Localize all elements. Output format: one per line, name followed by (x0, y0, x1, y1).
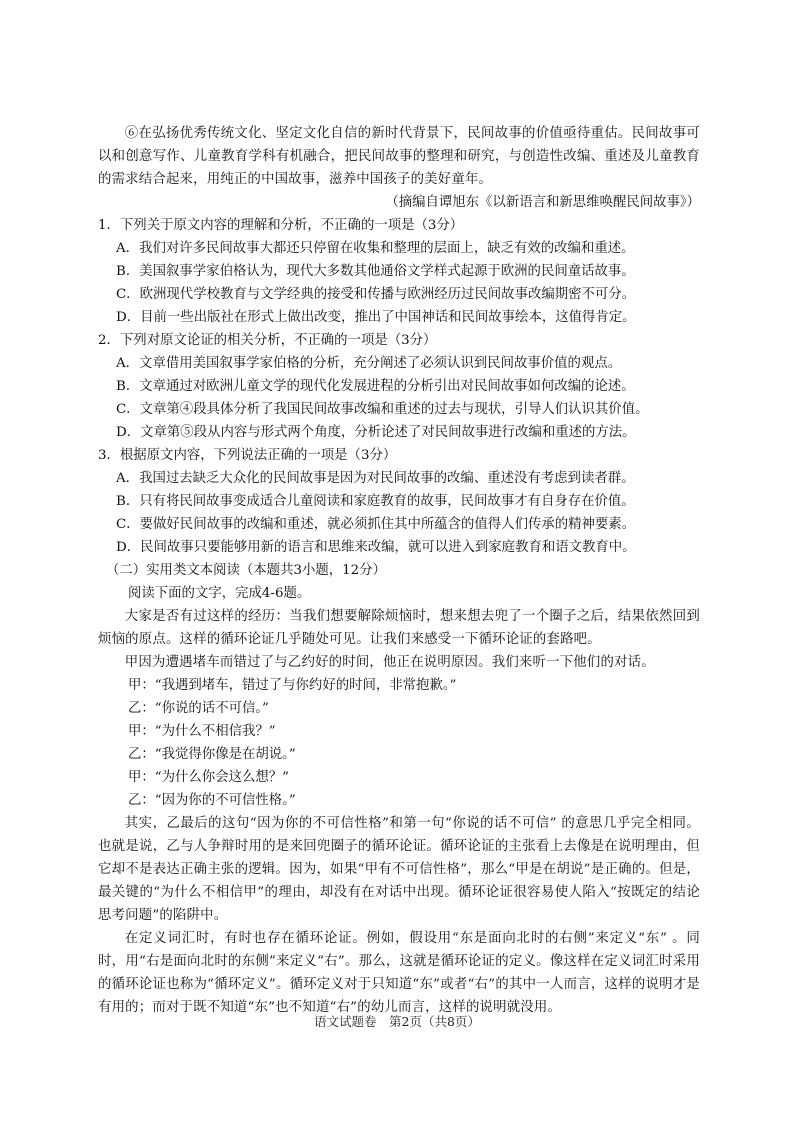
text-setup-paragraph: 甲因为遭遇堵车而错过了与乙约好的时间，他正在说明原因。我们来听一下他们的对话。 (124, 655, 655, 670)
question-2-option-b: B．文章通过对欧洲儿童文学的现代化发展进程的分析引出对民间故事如何改编的论述。 (116, 379, 635, 394)
dialog-line: 甲：“我遇到堵车，错过了与你约好的时间，非常抱歉。” (128, 678, 457, 693)
text-intro-paragraph: 大家是否有过这样的经历：当我们想要解除烦恼时，想来想去兜了一个圈子之后，结果依然回到烦恼的原点。这样的循环论证几乎随处可见。让我们来感受一下循环论证的套路吧。 (98, 609, 700, 647)
dialog-line: 乙：“因为你的不可信性格。” (128, 793, 296, 808)
text-definition-paragraph: 在定义词汇时，有时也存在循环论证。例如，假设用“东是面向北时的右侧”来定义“东” 。同时，用“右是面向北时的东侧”来定义“右”。那么，这就是循环论证的定义。像这样在定义词汇时采用的循环论证也称为“循环定义”。循环定义对于只知道“东”或者“右”的其中一人而言，这样的说明才是有用的；而对于既不知道“东”也不知道“右”的幼儿而言，这样的说明就没用。 (98, 931, 700, 1015)
question-1-option-b: B．美国叙事学家伯格认为，现代大多数其他通俗文学样式起源于欧洲的民间童话故事。 (116, 264, 635, 279)
question-1-option-d: D．目前一些出版社在形式上做出改变，推出了中国神话和民间故事绘本，这值得肯定。 (116, 310, 636, 325)
question-2-stem: 2．下列对原文论证的相关分析，不正确的一项是（3分） (98, 333, 437, 348)
section-2-heading: （二）实用类文本阅读（本题共3小题，12分） (106, 563, 386, 578)
question-3-option-d: D．民间故事只要能够用新的语言和思维来改编，就可以进入到家庭教育和语文教育中。 (116, 540, 636, 555)
passage-paragraph-6: ⑥在弘扬优秀传统文化、坚定文化自信的新时代背景下，民间故事的价值亟待重估。民间故事可以和创意写作、儿童教育学科有机融合，把民间故事的整理和研究，与创造性改编、重述及儿童教育的需求结合起来，用纯正的中国故事，滋养中国孩子的美好童年。 (98, 126, 700, 187)
dialog-line: 乙：“我觉得你像是在胡说。” (128, 747, 296, 762)
question-3-option-b: B．只有将民间故事变成适合儿童阅读和家庭教育的故事，民间故事才有自身存在价值。 (116, 494, 635, 509)
question-2-option-a: A．文章借用美国叙事学家伯格的分析，充分阐述了必须认识到民间故事价值的观点。 (116, 356, 622, 371)
question-3-stem: 3．根据原文内容，下列说法正确的一项是（3分） (98, 448, 397, 463)
dialog-line: 乙：“你说的话不可信。” (128, 701, 269, 716)
dialog-line: 甲：“为什么你会这么想？” (128, 770, 289, 785)
text-analysis-paragraph: 其实，乙最后的这句“因为你的不可信性格”和第一句“你说的话不可信” 的意思几乎完全相同。也就是说，乙与人争辩时用的是来回兜圈子的循环论证。循环论证的主张看上去像是在说明理由，但它却不是表达正确主张的逻辑。因为，如果“甲有不可信性格”，那么“甲是在胡说”是正确的。但是，最关键的“为什么不相信甲”的理由，却没有在对话中出现。循环论证很容易使人陷入“按既定的结论思考问题”的陷阱中。 (98, 816, 700, 923)
section-2-instruction: 阅读下面的文字，完成4-6题。 (128, 586, 311, 601)
question-1-stem: 1．下列关于原文内容的理解和分析，不正确的一项是（3分） (98, 218, 464, 233)
passage-source: （摘编自谭旭东《以新语言和新思维唤醒民间故事》） (385, 195, 700, 210)
page-footer: 语文试题卷 第2页（共8页） (314, 1014, 480, 1029)
question-2-option-c: C．文章第④段具体分析了我国民间故事改编和重述的过去与现状，引导人们认识其价值。 (116, 402, 649, 417)
question-1-option-a: A．我们对许多民间故事大都还只停留在收集和整理的层面上，缺乏有效的改编和重述。 (116, 241, 635, 256)
question-1-option-c: C．欧洲现代学校教育与文学经典的接受和传播与欧洲经历过民间故事改编期密不可分。 (116, 287, 636, 302)
question-2-option-d: D．文章第⑤段从内容与形式两个角度，分析论述了对民间故事进行改编和重述的方法。 (116, 425, 636, 440)
question-3-option-a: A．我国过去缺乏大众化的民间故事是因为对民间故事的改编、重述没有考虑到读者群。 (116, 471, 635, 486)
dialog-line: 甲：“为什么不相信我？” (128, 724, 276, 739)
page-content (98, 122, 700, 1019)
question-3-option-c: C．要做好民间故事的改编和重述，就必须抓住其中所蕴含的值得人们传承的精神要素。 (116, 517, 636, 532)
